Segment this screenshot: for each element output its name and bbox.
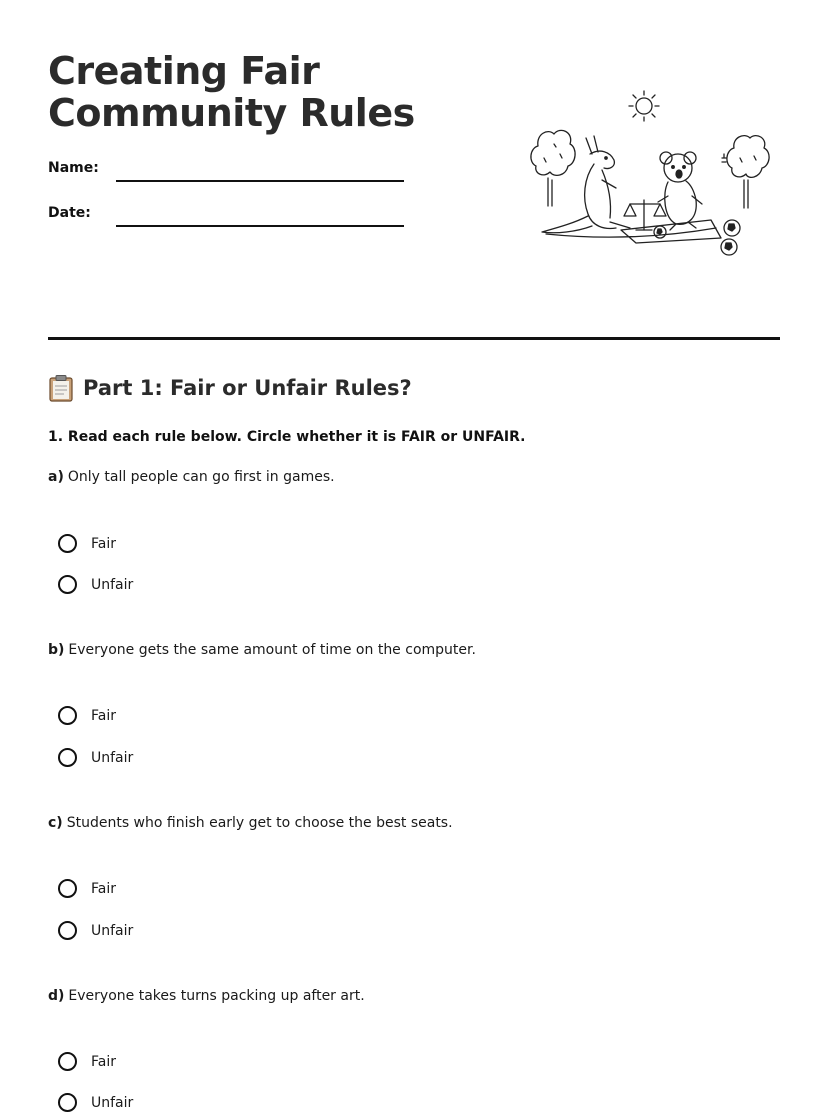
question-text: Only tall people can go first in games. (67, 469, 335, 485)
kangaroo-icon (542, 136, 630, 233)
tree-icon (727, 136, 769, 208)
radio-button[interactable] (58, 879, 77, 898)
option-label: Unfair (91, 576, 134, 593)
date-label: Date: (48, 205, 91, 221)
page-title (48, 50, 415, 134)
title-line-2: Community Rules (48, 91, 415, 135)
question-a (48, 469, 335, 485)
ball-icon (654, 226, 666, 238)
question-text: Everyone takes turns packing up after art. (68, 988, 365, 1004)
question-d (48, 988, 365, 1004)
question-text: Everyone gets the same amount of time on the computer. (68, 642, 476, 658)
date-field[interactable] (116, 225, 404, 227)
question-text: Students who finish early get to choose the best seats. (66, 815, 453, 831)
part-1-heading-text: Part 1: Fair or Unfair Rules? (83, 376, 412, 400)
question-c-unfair-option[interactable] (58, 921, 133, 940)
question-a-fair-option[interactable] (58, 534, 116, 553)
question-b (48, 642, 476, 658)
instruction-text: 1. Read each rule below. Circle whether it is FAIR or UNFAIR. (48, 429, 526, 445)
clipboard-icon (48, 374, 74, 402)
question-d-unfair-option[interactable] (58, 1093, 133, 1112)
question-c (48, 815, 453, 831)
question-b-fair-option[interactable] (58, 706, 116, 725)
option-label: Fair (91, 1053, 116, 1070)
kangaroo-koala-illustration (526, 88, 776, 260)
option-label: Unfair (91, 922, 134, 939)
option-label: Fair (91, 880, 116, 897)
option-label: Unfair (91, 1094, 134, 1111)
radio-button[interactable] (58, 1093, 77, 1112)
radio-button[interactable] (58, 921, 77, 940)
ball-icon (724, 220, 740, 236)
option-label: Unfair (91, 749, 134, 766)
option-label: Fair (91, 535, 116, 552)
part-1-heading (48, 374, 412, 402)
question-label: a) (48, 469, 64, 485)
tree-icon (531, 130, 575, 206)
question-c-fair-option[interactable] (58, 879, 116, 898)
koala-icon (658, 152, 702, 230)
option-label: Fair (91, 707, 116, 724)
ball-icon (721, 239, 737, 255)
name-field[interactable] (116, 180, 404, 182)
radio-button[interactable] (58, 748, 77, 767)
question-d-fair-option[interactable] (58, 1052, 116, 1071)
name-label: Name: (48, 160, 99, 176)
question-label: b) (48, 642, 65, 658)
title-line-1: Creating Fair (48, 49, 320, 93)
question-a-unfair-option[interactable] (58, 575, 133, 594)
question-label: d) (48, 988, 65, 1004)
radio-button[interactable] (58, 534, 77, 553)
radio-button[interactable] (58, 706, 77, 725)
question-label: c) (48, 815, 63, 831)
radio-button[interactable] (58, 575, 77, 594)
question-b-unfair-option[interactable] (58, 748, 133, 767)
section-divider (48, 337, 780, 340)
sun-icon (629, 91, 659, 121)
radio-button[interactable] (58, 1052, 77, 1071)
